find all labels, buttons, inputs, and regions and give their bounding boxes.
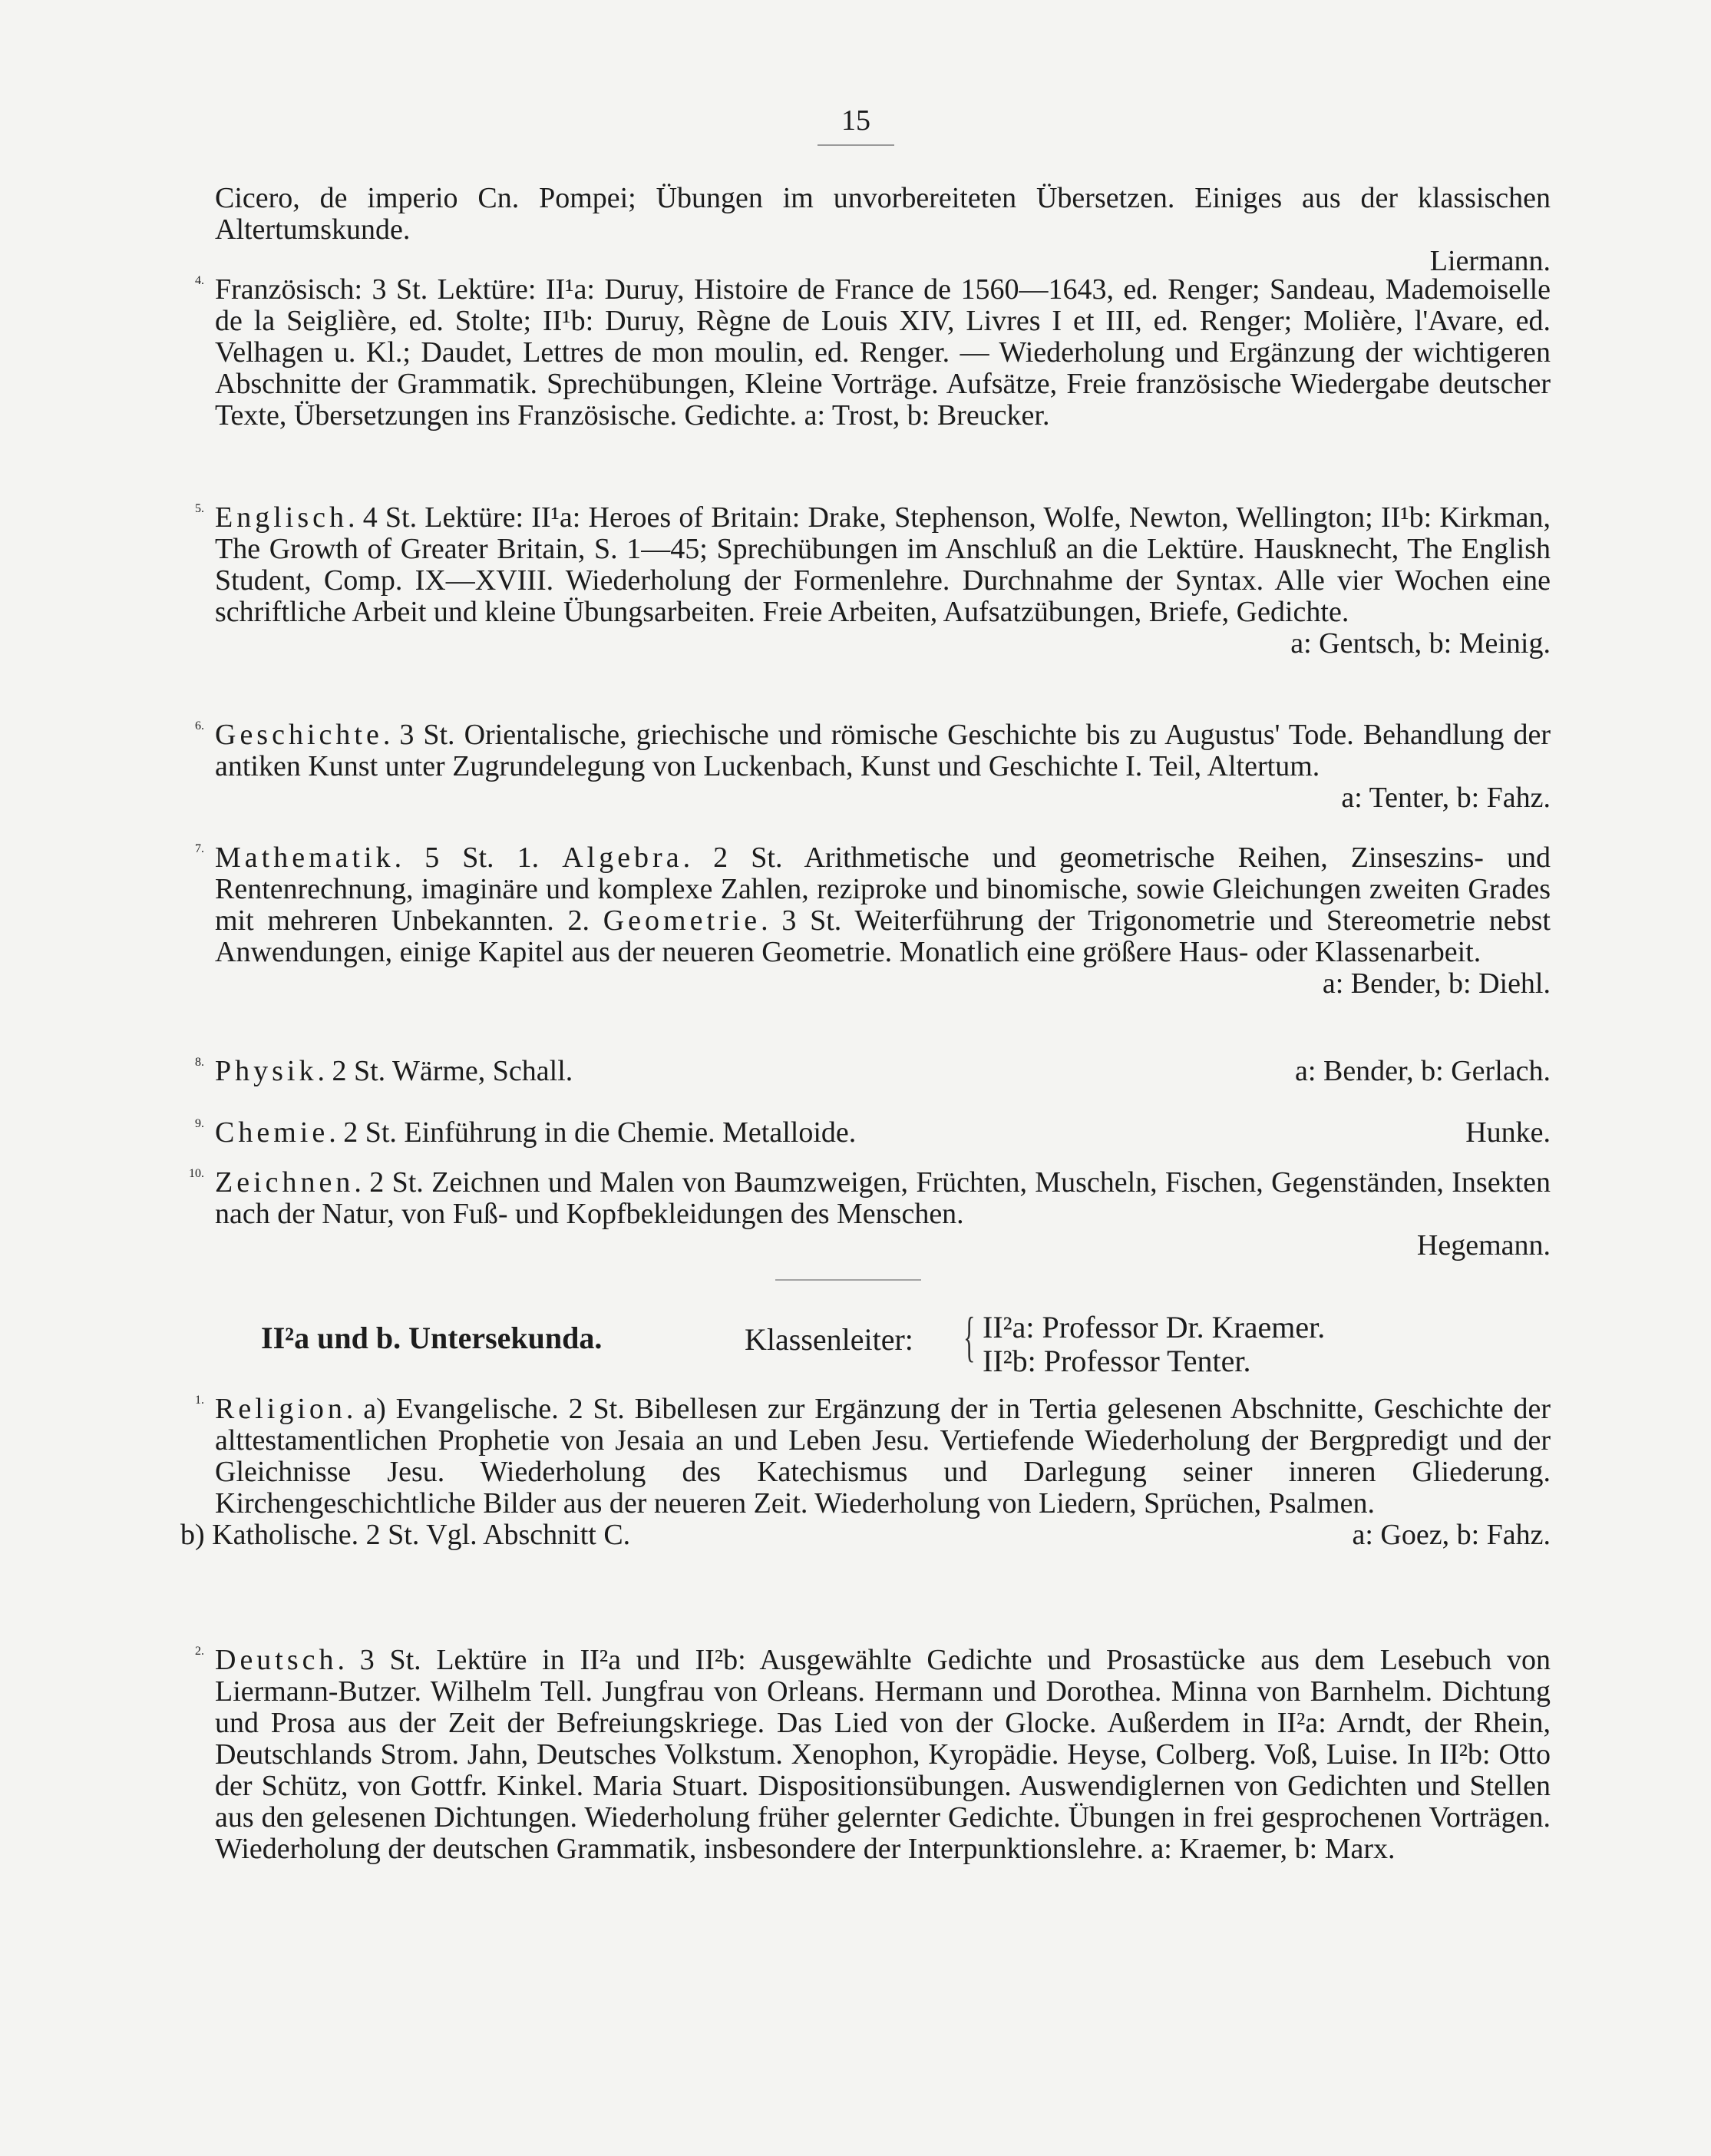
subject-name: Physik	[215, 1055, 318, 1087]
subject-name: Zeichnen	[215, 1166, 355, 1199]
subject-religion	[180, 1393, 1551, 1551]
subject-body: : 3 St. Lektüre: II¹a: Duruy, Histoire de France de 1560—1643, ed. Renger; Sandeau, Mademoiselle de la Seiglière, ed. Stolte; II¹b: Duruy, Règne de Louis XIV, Livres I et III, ed. Renger; Molière, l'Avare, ed. Velhagen u. Kl.; Daudet, Lettres de mon moulin, ed. Renger. — Wiederholung und Ergänzung der wichtigeren Abschnitte der Grammatik. Sprechübungen, Kleine Vorträge. Aufsätze, Freie französische Wiedergabe deutscher Texte, Übersetzungen ins Französische. Gedichte. a: Trost, b: Breucker.	[215, 273, 1551, 432]
subject-text	[215, 1645, 1551, 1865]
subject-physik	[195, 1055, 1551, 1087]
subject-number: 4.	[195, 274, 204, 287]
subject-number: 1.	[195, 1394, 204, 1407]
subject-body-a: . 5 St. 1.	[394, 842, 540, 874]
subject-franzoesisch	[195, 273, 1551, 432]
subject-number: 10.	[189, 1167, 204, 1180]
brace-icon: {	[963, 1306, 976, 1367]
subject-body: . 4 St. Lektüre: II¹a: Heroes of Britain: Drake, Stephenson, Wolfe, Newton, Wellington; II¹b: Kirkman, The Growth of Greater Britain, S. 1—45; Sprechübungen im Anschluß an die Lektüre. Hausknecht, The English Student, Comp. IX—XVIII. Wiederholung der Formenlehre. Durchnahme der Syntax. Alle vier Wochen eine schriftliche Arbeit und kleine Übungsarbeiten. Freie Arbeiten, Aufsatzübungen, Briefe, Gedichte.	[215, 501, 1551, 628]
subject-body: . 3 St. Orientalische, griechische und römische Geschichte bis zu Augustus' Tode. Behandlung der antiken Kunst unter Zugrundelegung von Luckenbach, Kunst und Geschichte I. Teil, Altertum.	[215, 719, 1551, 782]
page-number: 15	[841, 104, 870, 137]
subject-teacher: a: Bender, b: Diehl.	[1322, 967, 1551, 1000]
subject-teacher: a: Gentsch, b: Meinig.	[1290, 627, 1551, 660]
intro-paragraph	[215, 183, 1551, 277]
page-number-rule	[818, 144, 894, 146]
subject-body-c: . 3 St. Weiterführung der Trigonometrie und Stereometrie nebst Anwendungen, einige Kapitel aus der neueren Geometrie. Monatlich eine größere Haus- oder Klassenarbeit.	[215, 904, 1551, 968]
class-leader-a: II²a: Professor Dr. Kraemer.	[983, 1310, 1326, 1344]
intro-text: Cicero, de imperio Cn. Pompei; Übungen im unvorbereiteten Übersetzen. Einiges aus der klassischen Altertumskunde.	[215, 182, 1551, 246]
subject-name: Mathematik	[215, 842, 395, 874]
subject-name: Französisch	[215, 273, 355, 306]
subject-number: 5.	[195, 502, 204, 515]
subject-name: Chemie	[215, 1116, 329, 1149]
subject-text	[215, 1167, 1551, 1230]
subject-part-algebra: Algebra	[562, 842, 683, 874]
subject-body: . 2 St. Einführung in die Chemie. Metalloide.	[329, 1116, 857, 1149]
subject-text	[215, 1117, 1551, 1149]
subject-teacher: Hunke.	[1465, 1116, 1551, 1149]
section-title: II²a und b. Untersekunda.	[261, 1321, 603, 1355]
subject-name: Religion	[215, 1393, 346, 1425]
subject-chemie	[195, 1116, 1551, 1149]
subject-part-geometrie: Geometrie	[603, 904, 761, 937]
subject-text	[215, 1056, 1551, 1087]
subject-englisch	[195, 501, 1551, 660]
class-leader-label: Klassenleiter:	[745, 1322, 913, 1357]
subject-body: . 2 St. Zeichnen und Malen von Baumzweigen, Früchten, Muscheln, Fischen, Gegenständen, Insekten nach der Natur, von Fuß- und Kopfbekleidungen des Menschen.	[215, 1166, 1551, 1230]
subject-text	[215, 1394, 1551, 1519]
subject-number: 8.	[195, 1056, 204, 1069]
subject-teacher: a: Goez, b: Fahz.	[1352, 1519, 1551, 1551]
subject-name: Englisch	[215, 501, 348, 534]
religion-catholic: b) Katholische. 2 St. Vgl. Abschnitt C.	[180, 1519, 631, 1551]
subject-geschichte	[195, 719, 1551, 814]
subject-body-b: . 2 St. Arithmetische und geometrische Reihen, Zinseszins- und Rentenrechnung, imaginäre und komplexe Zahlen, reziproke und binomische, sowie Gleichungen zweiten Grades mit mehreren Unbekannten. 2.	[215, 842, 1551, 937]
subject-body: . 3 St. Lektüre in II²a und II²b: Ausgewählte Gedichte und Prosastücke aus dem Lesebuch von Liermann-Butzer. Wilhelm Tell. Jungfrau von Orleans. Hermann und Dorothea. Minna von Barnhelm. Dichtung und Prosa aus der Zeit der Befreiungskriege. Das Lied von der Glocke. Außerdem in II²a: Arndt, der Rhein, Deutschlands Strom. Jahn, Deutsches Volkstum. Xenophon, Kyropädie. Heyse, Colberg. Voß, Luise. In II²b: Otto der Schütz, von Gottfr. Kinkel. Maria Stuart. Dispositionsübungen. Auswendiglernen von Gedichten und Stellen aus den gelesenen Dichtungen. Wiederholung früher gelernter Gedichte. Übungen in frei gesprochenen Vorträgen. Wiederholung der deutschen Grammatik, insbesondere der Interpunktionslehre. a: Kraemer, b: Marx.	[215, 1644, 1551, 1865]
subject-number: 9.	[195, 1117, 204, 1130]
subject-teacher: Hegemann.	[1416, 1229, 1551, 1262]
section-heading	[261, 1306, 1566, 1386]
subject-zeichnen	[189, 1166, 1551, 1262]
subject-teacher: a: Tenter, b: Fahz.	[1341, 782, 1551, 814]
subject-body: . 2 St. Wärme, Schall.	[317, 1055, 573, 1087]
subject-deutsch	[195, 1644, 1551, 1865]
subject-text	[215, 719, 1551, 782]
subject-number: 7.	[195, 842, 204, 855]
subject-number: 2.	[195, 1645, 204, 1658]
subject-name: Deutsch	[215, 1644, 338, 1676]
section-divider	[775, 1279, 921, 1281]
subject-mathematik	[195, 842, 1551, 1000]
subject-teacher: a: Bender, b: Gerlach.	[1295, 1055, 1551, 1087]
class-leader-b: II²b: Professor Tenter.	[983, 1344, 1251, 1378]
subject-number: 6.	[195, 719, 204, 732]
intro-teacher: Liermann.	[1429, 245, 1551, 277]
subject-body: . a) Evangelische. 2 St. Bibellesen zur Ergänzung der in Tertia gelesenen Abschnitte, Geschichte der alttestamentlichen Prophetie von Jesaia an und Leben Jesu. Vertiefende Wiederholung der Bergpredigt und der Gleichnisse Jesu. Wiederholung des Katechismus und Darlegung seiner inneren Gliederung. Kirchengeschichtliche Bilder aus der neueren Zeit. Wiederholung von Liedern, Sprüchen, Psalmen.	[215, 1393, 1551, 1519]
subject-text	[215, 502, 1551, 628]
subject-text	[215, 274, 1551, 432]
subject-name: Geschichte	[215, 719, 383, 751]
subject-text	[215, 842, 1551, 968]
